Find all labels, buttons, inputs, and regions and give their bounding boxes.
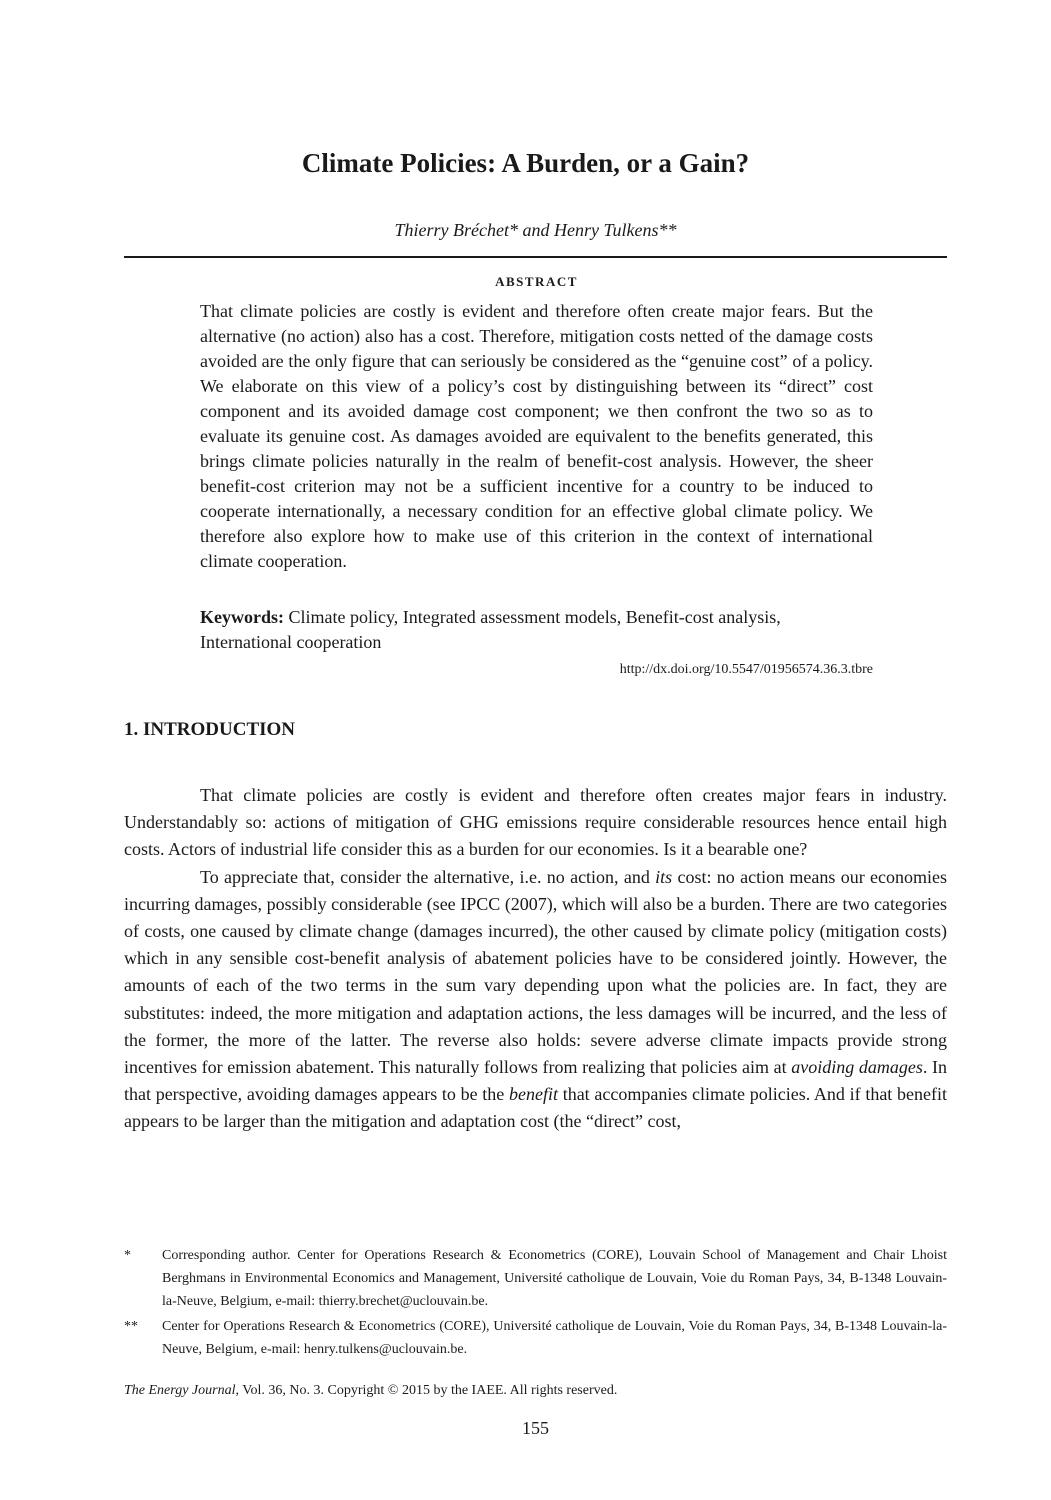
footnote-text: Center for Operations Research & Econometrics (CORE), Université catholique de Louvain, Voie du Roman Pays, 34, B-1348 Louvain-la-Neuve, Belgium, e-mail: henry.tulkens@uclouvain.be. bbox=[162, 1319, 947, 1357]
footnote-text: Corresponding author. Center for Operations Research & Econometrics (CORE), Louvain School of Management and Chair Lhoist Berghmans in Environmental Economics and Management, Université catholique de Louvain, Voie du Roman Pays, 34, B-1348 Louvain-la-Neuve, Belgium, e-mail: thierry.brechet@uclouvain.be. bbox=[162, 1248, 947, 1309]
para2-part-3: . In that perspective, avoiding damages appears to be the bbox=[124, 1057, 948, 1105]
abstract-text: That climate policies are costly is evident and therefore often create major fears. But the alternative (no action) also has a cost. Therefore, mitigation costs netted of the damage costs avoided are the only figure that can seriously be considered as the “genuine cost” of a policy. We elaborate on this view of a policy’s cost by distinguishing between its “direct” cost component and its avoided damage cost component; we then confront the two so as to evaluate its genuine cost. As damages avoided are equivalent to the benefits generated, this brings climate policies naturally in the realm of benefit-cost analysis. However, the sheer benefit-cost criterion may not be a sufficient incentive for a country to be induced to cooperate internationally, a necessary condition for an effective global climate policy. We therefore also explore how to make use of this criterion in the context of international climate cooperation. bbox=[200, 301, 873, 571]
section-heading: 1. INTRODUCTION bbox=[124, 719, 296, 740]
journal-details: , Vol. 36, No. 3. Copyright © 2015 by the IAEE. All rights reserved. bbox=[235, 1383, 618, 1398]
para2-italic-its: its bbox=[655, 866, 673, 887]
author-line: Thierry Bréchet* and Henry Tulkens** bbox=[394, 220, 677, 240]
para2-italic-avoiding-damages: avoiding damages bbox=[791, 1057, 923, 1078]
para2-italic-benefit: benefit bbox=[509, 1084, 558, 1105]
journal-name: The Energy Journal bbox=[124, 1383, 236, 1398]
paragraph-2 bbox=[124, 864, 947, 1136]
footnote-mark: ** bbox=[124, 1319, 138, 1334]
footnote-mark: * bbox=[124, 1248, 131, 1263]
footnote bbox=[124, 1315, 947, 1361]
footnote bbox=[124, 1244, 947, 1313]
body-text bbox=[124, 782, 947, 1136]
paper-title: Climate Policies: A Burden, or a Gain? bbox=[301, 148, 750, 178]
paragraph-1: That climate policies are costly is evident and therefore often creates major fears in industry. Understandably so: actions of mitigation of GHG emissions require considerable resources hence entail high costs. Actors of industrial life consider this as a burden for our economies. Is it a bearable one? bbox=[124, 785, 947, 860]
keywords bbox=[200, 605, 873, 655]
para2-part-4: that accompanies climate policies. And if that benefit appears to be larger than the mitigation and adaptation cost (the “direct” cost, bbox=[124, 1084, 947, 1132]
para2-part-1: To appreciate that, consider the alternative, i.e. no action, and bbox=[200, 866, 656, 887]
page-number: 155 bbox=[522, 1418, 549, 1438]
footnotes bbox=[124, 1244, 947, 1363]
doi-link[interactable]: http://dx.doi.org/10.5547/01956574.36.3.tbre bbox=[619, 662, 873, 677]
keywords-label: Keywords: bbox=[200, 607, 284, 627]
para2-part-2: cost: no action means our economies incurring damages, possibly considerable (see IPCC (2007), which will also be a burden. There are two categories of costs, one caused by climate change (damages incurred), the other caused by climate policy (mitigation costs) which in any sensible cost-benefit analysis of abatement policies have to be considered jointly. However, the amounts of each of the two terms in the sum vary depending upon what the policies are. In fact, they are substitutes: indeed, the more mitigation and adaptation actions, the less damages will be incurred, and the less of the former, the more of the latter. The reverse also holds: severe adverse climate impacts provide strong incentives for emission abatement. This naturally follows from realizing that policies aim at bbox=[124, 866, 947, 1078]
journal-citation bbox=[124, 1383, 617, 1399]
keywords-list: Climate policy, Integrated assessment models, Benefit-cost analysis, International cooperation bbox=[200, 607, 781, 652]
header-rule bbox=[124, 256, 947, 258]
abstract-heading: ABSTRACT bbox=[495, 274, 578, 289]
